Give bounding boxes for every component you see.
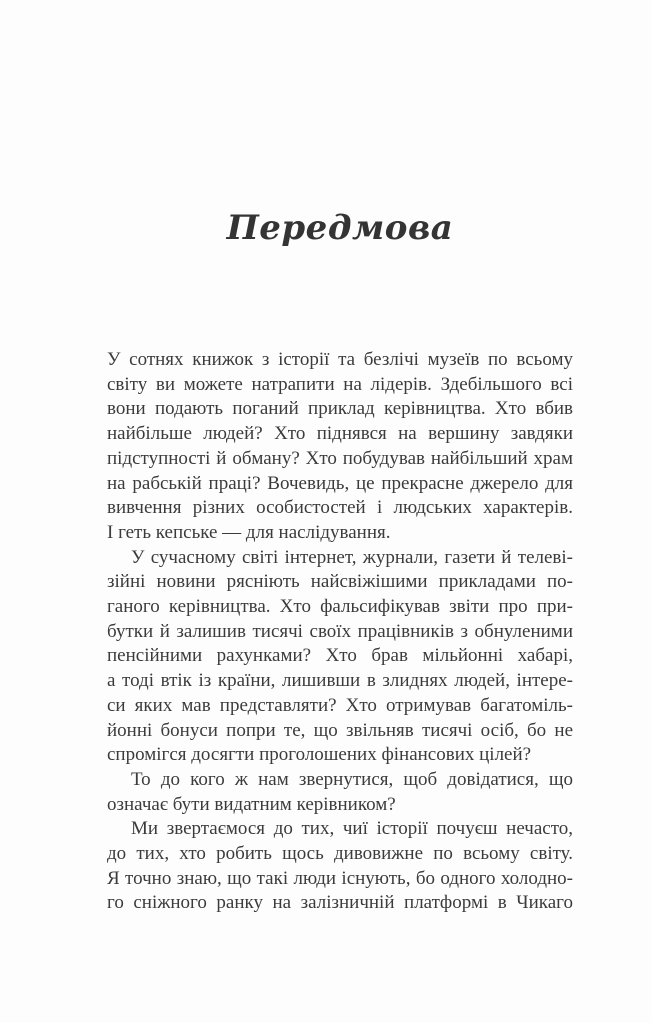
text-line: У сотнях книжок з історії та безлічі музеїв по всьому (107, 349, 573, 370)
text-line: на рабській праці? Вочевидь, це прекрасне джерело для (107, 472, 573, 494)
paragraph (107, 546, 573, 768)
text-line: вони подають поганий приклад керівництва. Хто вбив (107, 398, 573, 420)
chapter-title: Передмова (226, 208, 454, 248)
text-line: го сніжного ранку на залізничній платформі в Чикаго (107, 892, 573, 914)
text-line: до тих, хто робить щось дивовижне по всьому світу. (107, 843, 573, 865)
paragraph (107, 817, 573, 916)
text-line: означає бути видатним керівником? (107, 793, 396, 815)
paragraph (107, 768, 573, 817)
text-line: си яких мав представляти? Хто отримував багатоміль- (107, 694, 573, 716)
text-line: а тоді втік із країни, лишивши в злиднях людей, інтере- (107, 670, 573, 692)
text-line: Ми звертаємося до тих, чиї історії почуєш нечасто, (131, 818, 573, 840)
text-line: підступності й обману? Хто побудував найбільший храм (107, 447, 573, 469)
text-line: бутки й залишив тисячі своїх працівників з обнуленими (107, 620, 573, 642)
text-line: Я точно знаю, що такі люди існують, бо одного холодно- (107, 867, 573, 889)
text-line: зійні новини рясніють найсвіжішими прикладами по- (107, 571, 573, 593)
text-line: І геть кепське — для наслідування. (107, 521, 391, 543)
text-line: ганого керівництва. Хто фальсифікував звіти про при- (107, 596, 573, 618)
text-line: То до кого ж нам звернутися, щоб довідатися, що (131, 768, 573, 790)
text-line: У сучасному світі інтернет, журнали, газети й телеві- (131, 546, 573, 568)
text-line: вивчення різних особистостей і людських характерів. (107, 497, 573, 519)
text-line: пенсійними рахунками? Хто брав мільйонні хабарі, (107, 645, 573, 667)
page-body (107, 348, 573, 916)
text-line: йонні бонуси попри те, що звільняв тисячі осіб, бо не (107, 719, 573, 741)
text-line: світу ви можете натрапити на лідерів. Здебільшого всі (107, 373, 573, 395)
text-line: найбільше людей? Хто піднявся на вершину завдяки (107, 423, 573, 445)
text-line: спромігся досягти проголошених фінансових цілей? (107, 744, 532, 766)
paragraph (107, 348, 573, 546)
